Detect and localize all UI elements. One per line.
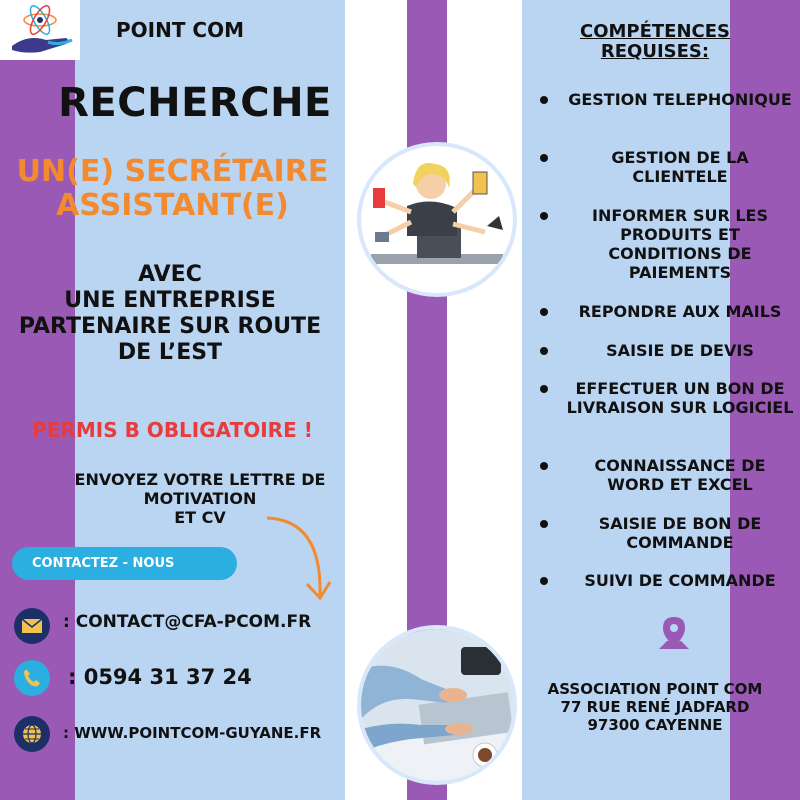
logo-hand-atom-icon	[0, 0, 80, 60]
company-description	[0, 262, 340, 366]
company-line: DE L’EST	[117, 340, 223, 365]
skill-item	[540, 90, 795, 109]
address-line: 97300 CAYENNE	[587, 716, 723, 734]
phone-icon	[14, 660, 50, 696]
skill-text: GESTION DE LA CLIENTELE	[611, 148, 749, 186]
secretary-illustration	[357, 142, 517, 297]
skill-item	[540, 148, 795, 186]
skill-text: SUIVI DE COMMANDE	[584, 571, 776, 590]
location-pin-icon	[657, 615, 691, 651]
skill-item	[540, 206, 795, 282]
company-line: AVEC	[138, 262, 202, 287]
bullet-icon	[540, 154, 548, 162]
bullet-icon	[540, 347, 548, 355]
skill-item	[540, 514, 795, 552]
address-line: 77 RUE RENÉ JADFARD	[560, 698, 750, 716]
skills-title-line: REQUISES:	[600, 41, 710, 62]
skill-item	[540, 379, 795, 417]
skill-item	[540, 302, 795, 321]
email-link[interactable]: : CONTACT@CFA-PCOM.FR	[63, 612, 312, 632]
bullet-icon	[540, 385, 548, 393]
skill-text: EFFECTUER UN BON DE LIVRAISON SUR LOGICIEL	[566, 379, 794, 417]
skills-title-line: COMPÉTENCES	[579, 21, 731, 42]
company-line: UNE ENTREPRISE	[64, 288, 276, 313]
skill-text: REPONDRE AUX MAILS	[578, 302, 782, 321]
bullet-icon	[540, 520, 548, 528]
send-cta-line: ENVOYEZ VOTRE LETTRE DE	[74, 470, 326, 489]
brand-name: POINT COM	[115, 18, 245, 42]
skill-text: INFORMER SUR LES PRODUITS ET CONDITIONS DE PAIEMENTS	[592, 206, 768, 282]
globe-icon	[14, 716, 50, 752]
skill-item	[540, 456, 795, 494]
skill-text: GESTION TELEPHONIQUE	[568, 90, 792, 109]
address-line: ASSOCIATION POINT COM	[547, 680, 763, 698]
curved-arrow-icon	[262, 510, 342, 610]
bullet-icon	[540, 308, 548, 316]
headline: RECHERCHE	[58, 80, 332, 126]
skill-item	[540, 341, 795, 360]
bullet-icon	[540, 577, 548, 585]
mail-icon	[14, 608, 50, 644]
skill-text: SAISIE DE BON DE COMMANDE	[598, 514, 762, 552]
skills-title	[540, 22, 770, 62]
skill-text: SAISIE DE DEVIS	[606, 341, 754, 360]
contact-us-button[interactable]: CONTACTEZ - NOUS	[12, 547, 237, 580]
company-line: PARTENAIRE SUR ROUTE	[18, 314, 322, 339]
phone-number[interactable]: : 0594 31 37 24	[68, 665, 252, 689]
typing-photo	[357, 625, 517, 785]
send-cta-line: ET CV	[174, 508, 226, 527]
skill-item	[540, 571, 795, 590]
skill-text: CONNAISSANCE DE WORD ET EXCEL	[594, 456, 766, 494]
job-title: UN(E) SECRÉTAIRE ASSISTANT(E)	[16, 154, 329, 223]
permis-requirement: PERMIS B OBLIGATOIRE !	[32, 418, 313, 442]
bullet-icon	[540, 96, 548, 104]
bullet-icon	[540, 212, 548, 220]
address	[530, 680, 780, 734]
send-cta-line: MOTIVATION	[143, 489, 257, 508]
website-link[interactable]: : WWW.POINTCOM-GUYANE.FR	[63, 724, 322, 742]
logo	[0, 0, 80, 60]
bullet-icon	[540, 462, 548, 470]
